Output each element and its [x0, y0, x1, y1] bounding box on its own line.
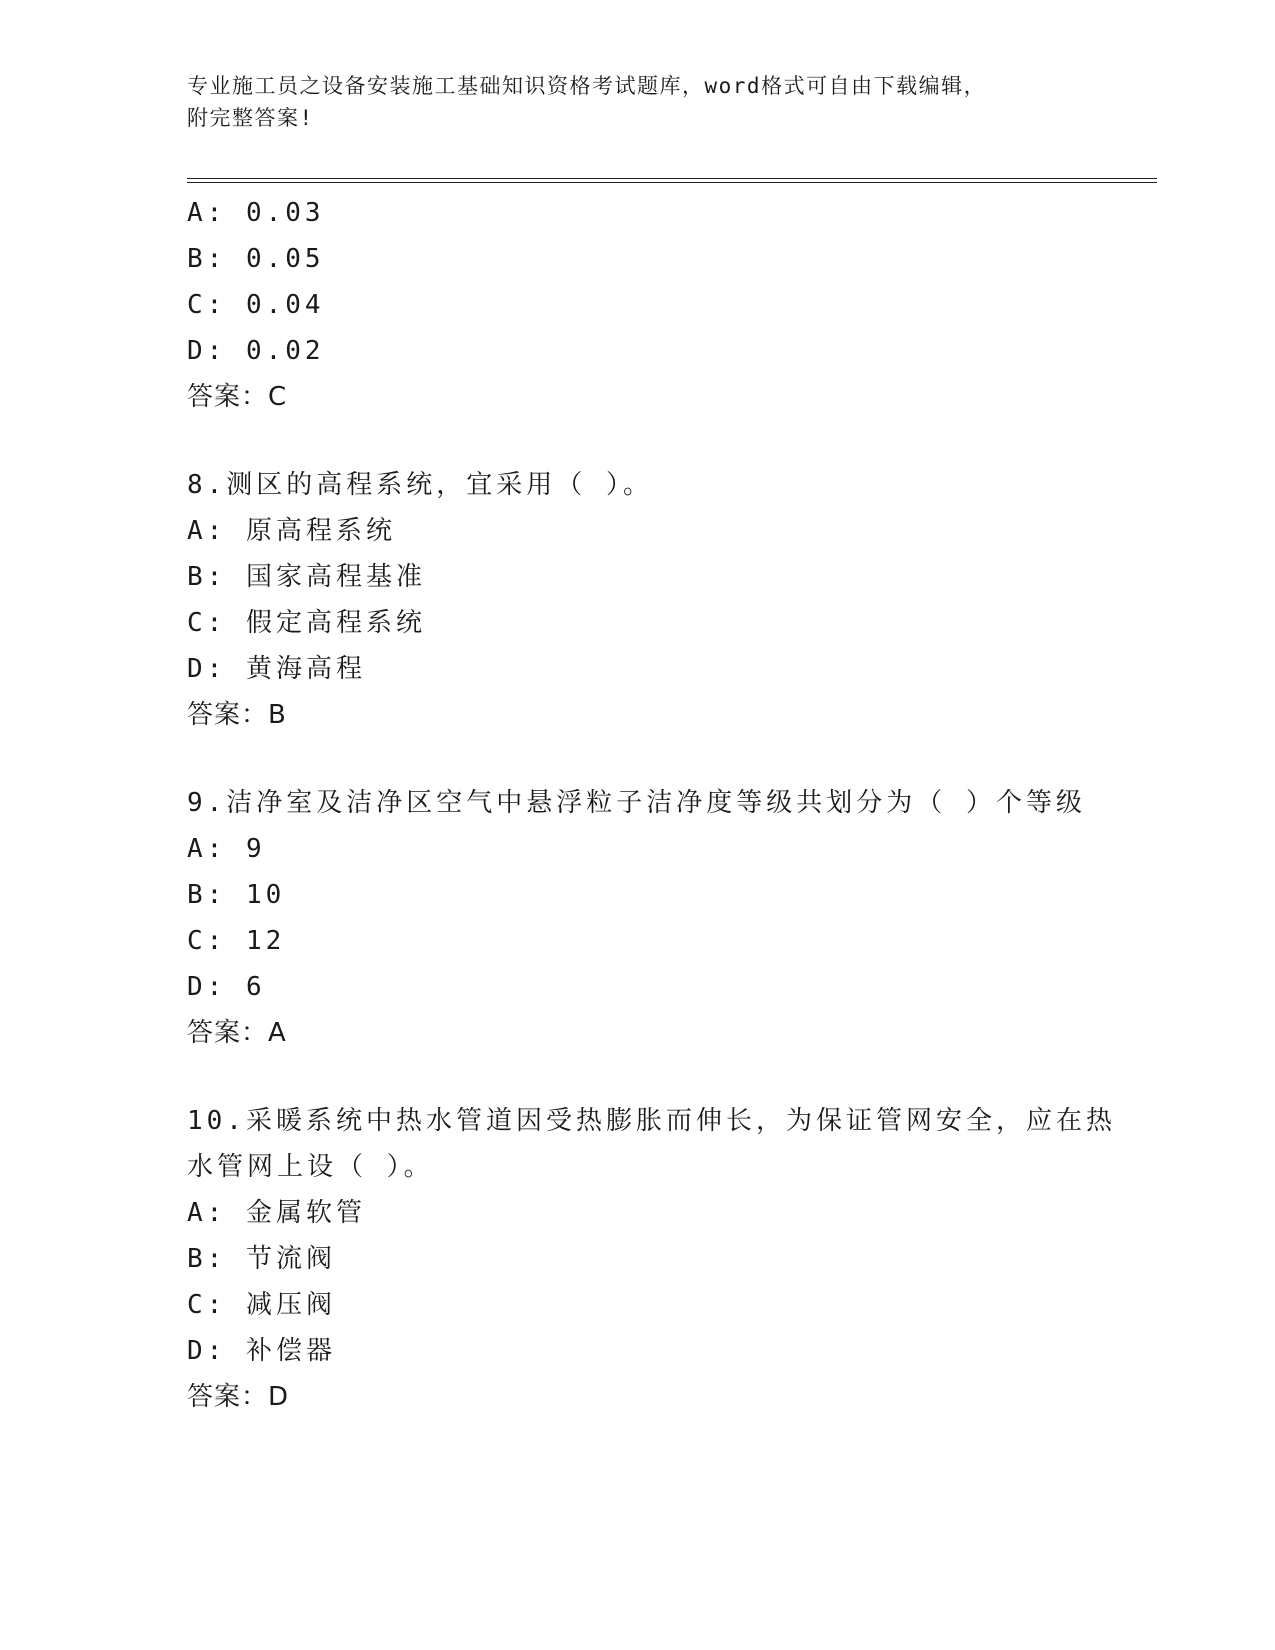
question-stem: 8.测区的高程系统，宜采用（ ）。 [187, 470, 653, 500]
document-header [187, 70, 1087, 134]
option-c: C: 12 [187, 926, 286, 956]
spacer [187, 1056, 1087, 1098]
option-a: A: 原高程系统 [187, 516, 396, 546]
question-stem: 9.洁净室及洁净区空气中悬浮粒子洁净度等级共划分为（ ）个等级 [187, 788, 1086, 818]
option-b: B: 国家高程基准 [187, 562, 426, 592]
answer: 答案：C [187, 382, 288, 412]
option-d: D: 0.02 [187, 336, 325, 366]
option-a: A: 9 [187, 834, 266, 864]
option-a: A: 金属软管 [187, 1198, 366, 1228]
answer: 答案：B [187, 700, 287, 730]
option-d: D: 黄海高程 [187, 654, 366, 684]
header-divider-bottom [187, 182, 1157, 183]
option-d: D: 6 [187, 972, 266, 1002]
header-line-2: 附完整答案! [187, 106, 314, 130]
spacer [187, 420, 1087, 462]
question-9 [187, 780, 1087, 1056]
header-line-1: 专业施工员之设备安装施工基础知识资格考试题库，word格式可自由下载编辑， [187, 74, 987, 98]
answer: 答案：A [187, 1018, 287, 1048]
option-b: B: 0.05 [187, 244, 325, 274]
option-c: C: 减压阀 [187, 1290, 336, 1320]
spacer [187, 738, 1087, 780]
option-d: D: 补偿器 [187, 1336, 336, 1366]
question-stem-line-2: 水管网上设（ ）。 [187, 1152, 434, 1182]
question-list [187, 190, 1116, 1420]
question-stem-line-1: 10.采暖系统中热水管道因受热膨胀而伸长，为保证管网安全，应在热 [187, 1106, 1116, 1136]
option-a: A: 0.03 [187, 198, 325, 228]
option-c: C: 0.04 [187, 290, 325, 320]
question-10 [187, 1098, 1116, 1420]
question-8 [187, 462, 1087, 738]
header-divider-top [187, 178, 1157, 179]
option-b: B: 10 [187, 880, 286, 910]
question-7 [187, 190, 1087, 420]
option-b: B: 节流阀 [187, 1244, 336, 1274]
option-c: C: 假定高程系统 [187, 608, 426, 638]
answer: 答案：D [187, 1382, 290, 1412]
